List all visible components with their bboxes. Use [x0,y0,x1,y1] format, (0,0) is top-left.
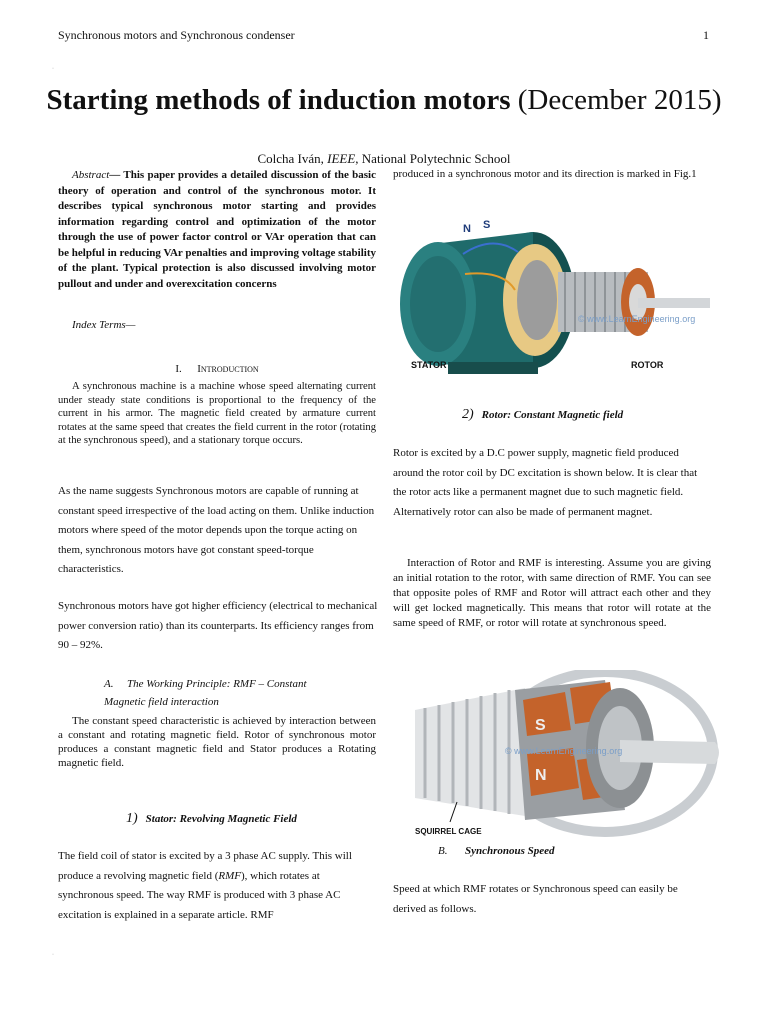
synchronous-speed-paragraph: Speed at which RMF rotates or Synchronous speed can easily be derived as follows. [393,883,678,915]
author-affiliation: , National Polytechnic School [355,151,511,166]
item-2-heading [462,405,623,423]
item-1-title: Stator: Revolving Magnetic Field [145,813,297,825]
subsection-b-letter: B. [438,845,448,857]
subsection-b-heading [438,845,555,857]
continuation-paragraph: produced in a synchronous motor and its direction is marked in Fig.1 [393,168,697,180]
squirrel-cage-label: SQUIRREL CAGE [415,827,482,836]
intro-paragraph-1: A synchronous machine is a machine whose speed alternating current under steady state conditions is proportional to the frequency of the current in his armor. The magnetic field created by armature current rotates at the same speed that creates the field current in the rotor (rotating at the synchronous speed), and a stationary torque occurs. [58,381,376,446]
item-1-heading [126,809,297,827]
fig1-s-label: S [483,219,491,231]
page-number: 1 [703,28,709,42]
section-numeral: I. [175,363,182,375]
figure-squirrel-cage [405,670,725,840]
fig2-s-label: S [535,717,546,734]
item-1-number: 1) [126,811,138,826]
item-1-text-b: ), which rotates at synchronous speed. The way RMF is produced with 3 phase AC excitation is explained in a separate article. RMF [58,869,341,921]
squirrel-cage-illustration [405,670,725,840]
rotor-shaft [638,298,710,308]
fig1-watermark: © www.LearnEngineering.org [578,314,696,324]
paper-title [30,82,738,119]
abstract [58,168,376,292]
index-terms: Index Terms— [72,319,136,331]
figure-stator-rotor [393,214,718,390]
item-2-title: Rotor: Constant Magnetic field [481,409,624,421]
item-1-text-a: The field coil of stator is excited by a 3 phase AC supply. This will produce a revolving magnetic field ( [58,850,352,882]
abstract-text: This paper provides a detailed discussion of the basic theory of operation and control of the synchronous motor. It describes typical synchronous motor starting and provides information regarding control and optimization of the motor through the use of power factor control or VAr operation that can be helpful in reducing VAr penalties and improving voltage stability of the plant. Typical protection is also discussed involving motor pullout and under and overexcitation concerns [58,169,376,290]
rotor-label: ROTOR [631,360,664,370]
margin-dot: · [52,952,54,958]
rotor-shaft [620,740,719,764]
abstract-label: Abstract [72,169,110,181]
subsection-a-letter: A. [104,678,114,690]
stator-label: STATOR [411,360,447,370]
fig1-n-label: N [463,223,471,235]
intro-paragraph-2: As the name suggests Synchronous motors are capable of running at constant speed irrespective of the load acting on them. Unlike induction motors where speed of the motor depends upon the torque acting on them, synchronous motors have got constant speed-torque characteristics. [58,485,375,575]
subsection-a-title: The Working Principle: RMF – Constant Magnetic field interaction [104,678,307,708]
margin-dot: · [52,66,54,72]
title-bold: Starting methods of induction motors [46,84,511,116]
author-org: IEEE [327,151,356,166]
section-title: Introduction [197,363,259,375]
item-2-number: 2) [462,407,474,422]
subsection-a-paragraph: The constant speed characteristic is achieved by interaction between a constant and rotating magnetic field. Rotor of synchronous motor produces a constant magnetic field and Stator produces a Rotating magnetic field. [58,715,376,769]
fig2-watermark: © www.LearnEngineering.org [505,746,623,756]
section-heading-introduction [58,362,376,376]
stator-rotor-illustration [393,214,718,390]
running-header: Synchronous motors and Synchronous condenser [58,28,295,42]
title-date: (December 2015) [510,84,722,116]
intro-paragraph-3: Synchronous motors have got higher efficiency (electrical to mechanical power conversion ratio) than its counterparts. Its efficiency ranges from 90 – 92%. [58,600,378,651]
fig2-n-label: N [535,767,547,784]
item-1-paragraph [58,847,378,925]
item-1-text-rmf: RMF [218,869,241,882]
interaction-paragraph: Interaction of Rotor and RMF is interesting. Assume you are giving an initial rotation to the rotor, with same direction of RMF. You can see that opposite poles of RMF and Rotor will attract each other and they will get locked magnetically. This means that rotor will rotate at the same speed of RMF, or rotor will rotate at synchronous speed. [393,557,711,629]
rotor-paragraph: Rotor is excited by a D.C power supply, magnetic field produced around the rotor coil by DC excitation is shown below. It is clear that the rotor acts like a permanent magnet due to such magnetic field. Alternatively rotor can also be made of permanent magnet. [393,447,698,518]
subsection-b-title: Synchronous Speed [464,845,555,857]
abstract-dash: — [109,169,124,181]
subsection-a-heading [104,675,344,711]
author-name: Colcha Iván, [257,151,328,166]
